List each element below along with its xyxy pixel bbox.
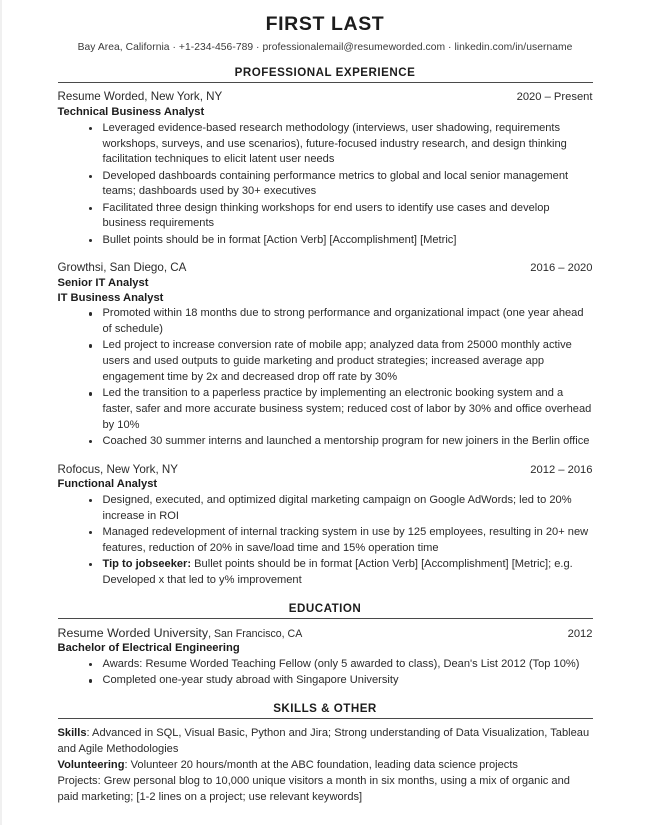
entry-header: [58, 625, 593, 642]
skills-label: Skills: [57, 727, 87, 740]
achievement-item: Leveraged evidence-based research methodology (interviews, user shadowing, requirements workshops, surveys, and use scenarios), future-focused industry research, and design thinking facilitation techniques to elicit latent user needs: [58, 121, 593, 168]
experience-entry: [58, 462, 593, 589]
employment-dates: 2020 – Present: [516, 91, 593, 104]
entry-header: [58, 462, 593, 478]
achievement-item: Managed redevelopment of internal tracking system in use by 125 employees, resulting in 20+ new features, reduction of 20% in save/load time and 15% operation time: [58, 525, 593, 557]
achievement-item: Coached 30 summer interns and launched a mentorship program for new joiners in the Berlin office: [58, 434, 593, 450]
education-entry: [58, 625, 593, 690]
section-title-experience: PROFESSIONAL EXPERIENCE: [234, 66, 416, 80]
achievement-item: Designed, executed, and optimized digital marketing campaign on Google AdWords; led to 20% increase in ROI: [58, 493, 593, 525]
employer-and-location: Resume Worded, New York, NY: [57, 90, 223, 104]
achievement-item-tip: [58, 557, 593, 589]
candidate-name: FIRST LAST: [265, 13, 385, 35]
section-education: [58, 602, 593, 690]
school-name: Resume Worded University: [57, 625, 209, 640]
section-skills-other: [58, 702, 593, 805]
skills-body: [58, 725, 593, 805]
job-title: Senior IT Analyst: [57, 276, 149, 289]
degree-title: Bachelor of Electrical Engineering: [57, 642, 240, 655]
projects-label: Projects: [57, 775, 98, 788]
contact-line: Bay Area, California · +1-234-456-789 · professionalemail@resumeworded.com · linkedin.com/in/username: [77, 42, 573, 54]
skills-text: : Advanced in SQL, Visual Basic, Python and Jira; Strong understanding of Data Visualization, Tableau and Agile Methodologies: [57, 727, 590, 756]
resume-content: [58, 0, 593, 805]
achievement-item: Promoted within 18 months due to strong performance and organizational impact (one year ahead of schedule): [58, 306, 593, 338]
achievement-list: [58, 306, 593, 449]
entry-header: [58, 260, 593, 276]
achievement-item: Developed dashboards containing performance metrics to global and local senior management teams; dashboards used by 30+ executives: [58, 169, 593, 201]
employer-and-location: Growthsi, San Diego, CA: [57, 261, 187, 275]
section-divider-experience: [58, 82, 593, 83]
projects-line: [58, 773, 593, 805]
section-title-skills: SKILLS & OTHER: [273, 702, 377, 716]
school-location: , San Francisco, CA: [208, 627, 303, 640]
achievement-list: [58, 493, 593, 589]
employment-dates: 2016 – 2020: [530, 262, 593, 275]
education-detail-item: Awards: Resume Worded Teaching Fellow (only 5 awarded to class), Dean's List 2012 (Top 10%): [58, 657, 593, 673]
experience-entry: [58, 260, 593, 449]
volunteering-label: Volunteering: [57, 759, 125, 772]
skills-line: [58, 725, 593, 757]
education-detail-list: [58, 657, 593, 689]
achievement-list: [58, 121, 593, 249]
section-divider-skills: [58, 718, 593, 719]
job-title: Functional Analyst: [57, 478, 158, 491]
volunteering-text: : Volunteer 20 hours/month at the ABC foundation, leading data science projects: [124, 759, 518, 772]
section-divider-education: [58, 618, 593, 619]
tip-text: Bullet points should be in format [Action Verb] [Accomplishment] [Metric]; e.g. Developed x that led to y% improvement: [102, 558, 573, 586]
school-and-location: [58, 625, 303, 642]
job-title-previous: IT Business Analyst: [57, 291, 164, 304]
volunteering-line: [58, 757, 593, 773]
experience-entry: [58, 89, 593, 248]
achievement-item: Led the transition to a paperless practice by implementing an electronic booking system and a faster, safer and more accurate business system; reduced cost of labor by 30% and office overhead by 10%: [58, 386, 593, 433]
employment-dates: 2012 – 2016: [530, 463, 593, 476]
section-title-education: EDUCATION: [288, 601, 362, 615]
projects-text: : Grew personal blog to 10,000 unique visitors a month in six months, using a mix of organic and paid marketing; [1-2 lines on a project; use relevant keywords]: [57, 775, 570, 804]
education-detail-item: Completed one-year study abroad with Singapore University: [58, 673, 593, 689]
job-title: Technical Business Analyst: [57, 106, 205, 118]
employer-and-location: Rofocus, New York, NY: [57, 462, 178, 476]
achievement-item: Bullet points should be in format [Action Verb] [Accomplishment] [Metric]: [58, 233, 593, 249]
section-professional-experience: [58, 66, 593, 588]
graduation-year: 2012: [567, 627, 593, 640]
entry-header: [58, 89, 593, 105]
tip-label: Tip to jobseeker:: [102, 558, 192, 570]
achievement-item: Facilitated three design thinking workshops for end users to identify use cases and develop business requirements: [58, 201, 593, 233]
achievement-item: Led project to increase conversion rate of mobile app; analyzed data from 25000 monthly active users and used outputs to guide marketing and product strategies; increased average app engagement time by 2x and decreased drop off rate by 30%: [58, 338, 593, 385]
